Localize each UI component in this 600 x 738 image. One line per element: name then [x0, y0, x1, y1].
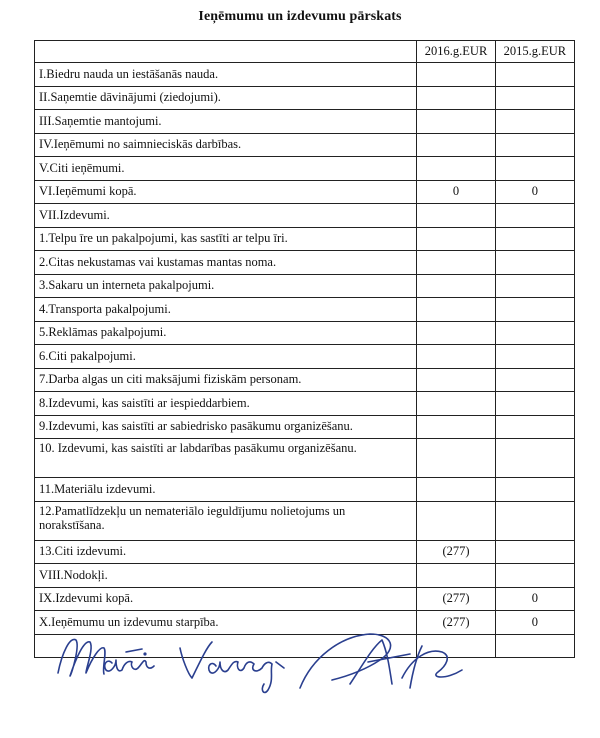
- row-label: I.Biedru nauda un iestāšanās nauda.: [35, 63, 417, 87]
- row-value-2015: 0: [495, 611, 574, 635]
- table-row: [35, 439, 575, 478]
- row-value-2015: [495, 133, 574, 157]
- row-label: IV.Ieņēmumi no saimnieciskās darbības.: [35, 133, 417, 157]
- row-value-2016: [417, 415, 495, 439]
- row-value-2015: [495, 157, 574, 181]
- row-value-2015: [495, 501, 574, 540]
- row-value-2016: (277): [417, 611, 495, 635]
- row-value-2015: [495, 345, 574, 369]
- table-row: [35, 227, 575, 251]
- row-value-2016: [417, 368, 495, 392]
- row-label: 2.Citas nekustamas vai kustamas mantas noma.: [35, 251, 417, 275]
- row-value-2016: 0: [417, 180, 495, 204]
- row-label: 1.Telpu īre un pakalpojumi, kas sastīti ar telpu īri.: [35, 227, 417, 251]
- row-label: X.Ieņēmumu un izdevumu starpība.: [35, 611, 417, 635]
- row-value-2016: [417, 321, 495, 345]
- row-label: 13.Citi izdevumi.: [35, 540, 417, 564]
- row-value-2016: [417, 274, 495, 298]
- header-cell-2016: 2016.g.EUR: [417, 41, 495, 63]
- table-row: [35, 368, 575, 392]
- table-row: [35, 501, 575, 540]
- table-row: [35, 274, 575, 298]
- row-value-2016: [417, 501, 495, 540]
- row-value-2015: 0: [495, 180, 574, 204]
- row-value-2015: [495, 634, 574, 658]
- table-row: [35, 392, 575, 416]
- row-label: VII.Izdevumi.: [35, 204, 417, 228]
- table-row: [35, 345, 575, 369]
- row-value-2015: [495, 251, 574, 275]
- row-label: 10. Izdevumi, kas saistīti ar labdarības pasākumu organizēšanu.: [35, 439, 417, 478]
- report-table: [34, 40, 575, 658]
- row-label: 11.Materiālu izdevumi.: [35, 478, 417, 502]
- table-row: [35, 180, 575, 204]
- row-value-2015: [495, 227, 574, 251]
- row-value-2015: [495, 321, 574, 345]
- row-label: VI.Ieņēmumi kopā.: [35, 180, 417, 204]
- row-label: IX.Izdevumi kopā.: [35, 587, 417, 611]
- row-label: 5.Reklāmas pakalpojumi.: [35, 321, 417, 345]
- row-value-2015: [495, 368, 574, 392]
- row-value-2016: [417, 392, 495, 416]
- table-row: [35, 86, 575, 110]
- row-value-2016: [417, 345, 495, 369]
- table-row: [35, 564, 575, 588]
- row-label: 12.Pamatlīdzekļu un nemateriālo ieguldījumu nolietojums un norakstīšana.: [35, 501, 417, 540]
- row-label: III.Saņemtie mantojumi.: [35, 110, 417, 134]
- row-label: 9.Izdevumi, kas saistīti ar sabiedrisko pasākumu organizēšanu.: [35, 415, 417, 439]
- row-value-2016: [417, 133, 495, 157]
- row-value-2015: [495, 540, 574, 564]
- row-value-2016: [417, 439, 495, 478]
- table-row: [35, 110, 575, 134]
- row-value-2016: [417, 564, 495, 588]
- row-value-2016: [417, 478, 495, 502]
- row-value-2016: [417, 298, 495, 322]
- row-value-2016: (277): [417, 587, 495, 611]
- table-row: [35, 204, 575, 228]
- table-row: [35, 540, 575, 564]
- row-value-2015: [495, 439, 574, 478]
- row-value-2016: [417, 157, 495, 181]
- row-value-2015: [495, 392, 574, 416]
- row-value-2015: [495, 478, 574, 502]
- table-row: [35, 415, 575, 439]
- row-value-2016: [417, 204, 495, 228]
- row-label: 7.Darba algas un citi maksājumi fiziskām personam.: [35, 368, 417, 392]
- row-value-2015: [495, 564, 574, 588]
- row-value-2015: 0: [495, 587, 574, 611]
- row-value-2016: [417, 63, 495, 87]
- row-label: 4.Transporta pakalpojumi.: [35, 298, 417, 322]
- row-value-2015: [495, 63, 574, 87]
- row-value-2016: [417, 251, 495, 275]
- table-row: [35, 63, 575, 87]
- table-row: [35, 587, 575, 611]
- table-row: [35, 321, 575, 345]
- signature-drawing: [50, 618, 470, 718]
- row-value-2015: [495, 298, 574, 322]
- row-value-2015: [495, 274, 574, 298]
- table-header-row: [35, 41, 575, 63]
- row-value-2016: (277): [417, 540, 495, 564]
- row-value-2016: [417, 86, 495, 110]
- handwritten-signature: [50, 618, 470, 718]
- table-row: [35, 251, 575, 275]
- row-value-2015: [495, 86, 574, 110]
- row-value-2016: [417, 110, 495, 134]
- header-cell-2015: 2015.g.EUR: [495, 41, 574, 63]
- row-value-2015: [495, 204, 574, 228]
- row-label: 3.Sakaru un interneta pakalpojumi.: [35, 274, 417, 298]
- row-label: VIII.Nodokļi.: [35, 564, 417, 588]
- document-title: Ieņēmumu un izdevumu pārskats: [198, 9, 402, 24]
- row-label: II.Saņemtie dāvinājumi (ziedojumi).: [35, 86, 417, 110]
- header-cell-label: [35, 41, 417, 63]
- table-row: [35, 478, 575, 502]
- row-label: 6.Citi pakalpojumi.: [35, 345, 417, 369]
- row-value-2015: [495, 110, 574, 134]
- table-row: [35, 157, 575, 181]
- table-row: [35, 298, 575, 322]
- row-value-2016: [417, 227, 495, 251]
- table-row: [35, 133, 575, 157]
- row-label: V.Citi ieņēmumi.: [35, 157, 417, 181]
- row-label: 8.Izdevumi, kas saistīti ar iespieddarbiem.: [35, 392, 417, 416]
- row-value-2015: [495, 415, 574, 439]
